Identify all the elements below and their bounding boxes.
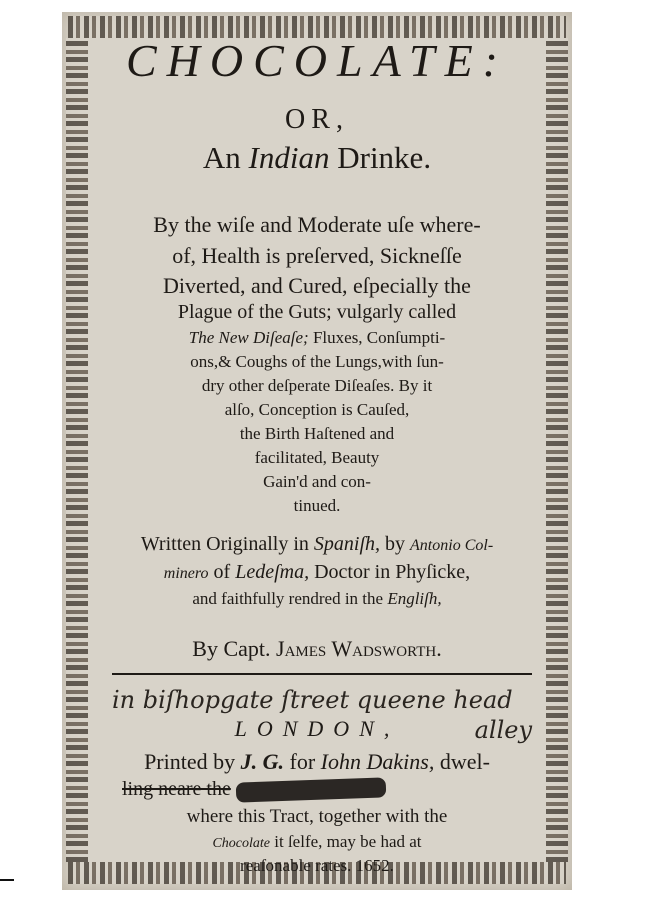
description-line-10: facilitated, Beauty bbox=[254, 448, 380, 467]
book-title: CHOCOLATE: bbox=[126, 35, 508, 86]
printed-by-line: Printed by J. G. for Iohn Dakins, dwel- bbox=[144, 749, 490, 774]
written-line-2: minero of Ledeſma, Doctor in Phyſicke, bbox=[163, 561, 471, 583]
reasonable-rates-line: reaſonable rates. 1652. bbox=[240, 856, 394, 875]
title-or: OR, bbox=[285, 104, 349, 135]
edge-mark bbox=[0, 879, 14, 881]
description-line-8: alſo, Conception is Cauſed, bbox=[224, 400, 410, 419]
chocolate-line: Chocolate it ſelfe, may be had at bbox=[212, 832, 422, 851]
author-line: By Capt. James Wadsworth. bbox=[192, 636, 442, 661]
description-line-3: Diverted, and Cured, eſpecially the bbox=[163, 273, 471, 298]
description-line-2: of, Health is preſerved, Sickneſſe bbox=[172, 243, 462, 268]
description-line-4: Plague of the Guts; vulgarly called bbox=[177, 301, 457, 323]
struck-line: ling neare the bbox=[122, 778, 542, 801]
title-page bbox=[62, 12, 572, 890]
description-line-9: the Birth Haſtened and bbox=[239, 424, 395, 443]
where-line: where this Tract, together with the bbox=[186, 806, 448, 827]
redaction-mark bbox=[236, 778, 387, 803]
ornamental-border-left bbox=[66, 38, 88, 862]
handwritten-alley: alley bbox=[474, 716, 532, 744]
description-line-6: ons,& Coughs of the Lungs,with ſun- bbox=[190, 352, 444, 371]
description-line-1: By the wiſe and Moderate uſe where- bbox=[153, 212, 481, 237]
title-page-text bbox=[92, 12, 542, 890]
description-line-7: dry other deſperate Diſeaſes. By it bbox=[201, 376, 433, 395]
written-line-1: Written Originally in Spaniſh, by Antonio Col- bbox=[140, 533, 494, 555]
rule-line bbox=[112, 673, 532, 675]
handwritten-annotation: in biſhopgate ſtreet queene head bbox=[112, 686, 513, 714]
written-line-3: and faithfully rendred in the Engliſh, bbox=[192, 589, 442, 608]
imprint-city: LONDON, bbox=[234, 716, 400, 741]
ornamental-border-right bbox=[546, 38, 568, 862]
description-line-5: The New Diſeaſe; Fluxes, Conſumpti- bbox=[188, 328, 446, 347]
subtitle: An Indian Drinke. bbox=[202, 140, 432, 175]
description-line-12: tinued. bbox=[293, 496, 341, 515]
description-line-11: Gain'd and con- bbox=[263, 472, 371, 491]
